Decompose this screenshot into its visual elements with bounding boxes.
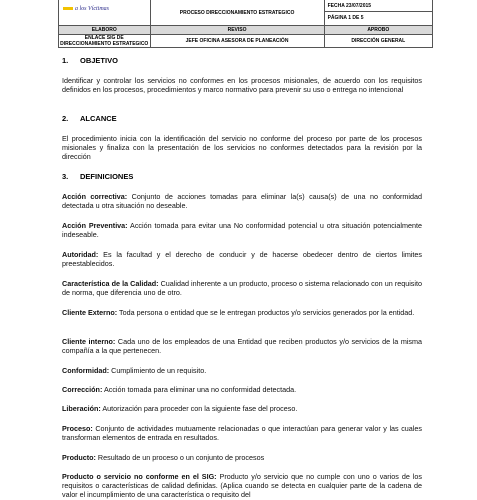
reviso-heading: REVISO: [151, 26, 325, 34]
entity-logo: [59, 0, 151, 25]
definition-item: Acción Preventiva: Acción tomada para evitar una No conformidad potencial u otra situación potencialmente indeseable.: [62, 221, 422, 239]
aprobo-heading: APROBO: [367, 27, 390, 33]
process-title: PROCESO DIRECCIONAMIENTO ESTRATEGICO: [151, 0, 325, 25]
aprobo-value: DIRECCIÓN GENERAL: [351, 38, 406, 44]
definition-item: Cliente Externo: Toda persona o entidad que se le entregan productos y/o servicios generados por la entidad.: [62, 308, 415, 317]
page-number: PÁGINA 1 DE 5: [327, 15, 364, 21]
date-label: FECHA 23/07/2015: [325, 0, 432, 12]
definition-item: Producto o servicio no conforme en el SIG: Producto y/o servicio que no cumple con uno o varios de los requisitos o características de calidad definidas. (Aplica cuando se detecta en cualquier parte de la cadena de valor el incumplimiento de una característica o requisito del: [62, 472, 422, 499]
definition-item: Producto: Resultado de un proceso o un conjunto de procesos: [62, 453, 265, 462]
elaboro-heading: ELABORO: [59, 26, 151, 34]
definition-item: Autoridad: Es la facultad y el derecho de conducir y de hacerse obedecer dentro de ciertos limites preestablecidos.: [62, 250, 422, 268]
objetivo-paragraph: Identificar y controlar los servicios no conformes en los procesos misionales, de acuerdo con los requisitos definidos en los procesos, procedimientos y marco normativo para prevenir su uso o entrega no intencional: [62, 76, 422, 94]
definition-item: Acción correctiva: Conjunto de acciones tomadas para eliminar la(s) causa(s) de una no conformidad detectada u otra situación no deseable.: [62, 192, 423, 210]
definition-item: Liberación: Autorización para proceder con la siguiente fase del proceso.: [62, 404, 298, 413]
definition-item: Cliente interno: Cada uno de los empleados de una Entidad que reciben productos y/o servicios de la misma compañía a la que pertenecen.: [62, 337, 422, 355]
section-heading-alcance: 2. ALCANCE: [62, 114, 117, 123]
section-heading-objetivo: 1. OBJETIVO: [62, 56, 118, 65]
document-header: [58, 0, 433, 48]
elaboro-value: ENLACE SIG DE DIRECCIONAMIENTO ESTRATEGICO: [59, 35, 151, 47]
definition-item: Proceso: Conjunto de actividades mutuamente relacionadas o que interactúan para generar valor y las cuales transforman elementos de entrada en resultados.: [62, 424, 422, 442]
definition-item: Característica de la Calidad: Cualidad inherente a un producto, proceso o sistema relacionado con un requisito de norma, que diferencia uno de otro.: [62, 279, 422, 297]
definition-item: Corrección: Acción tomada para eliminar una no conformidad detectada.: [62, 385, 297, 394]
logo-text: a los Víctimas: [75, 5, 109, 12]
reviso-value: JEFE OFICINA ASESORA DE PLANEACIÓN: [151, 35, 325, 47]
alcance-paragraph: El procedimiento inicia con la identificación del servicio no conforme del proceso por parte de los procesos misionales y finaliza con la presentación de los servicios no conformes detectados para la revisión por la dirección: [62, 134, 422, 161]
document-meta: [325, 0, 432, 25]
section-heading-definiciones: 3. DEFINICIONES: [62, 172, 134, 181]
definition-item: Conformidad: Cumplimiento de un requisito.: [62, 366, 207, 375]
